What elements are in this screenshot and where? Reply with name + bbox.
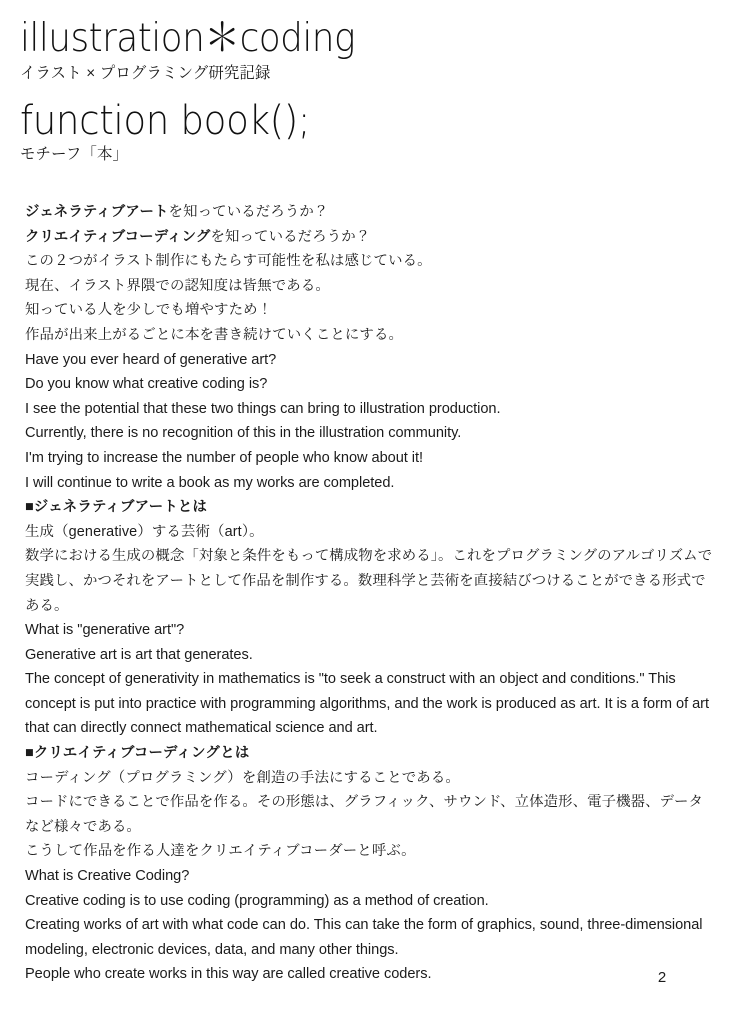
generative-en-paragraph: The concept of generativity in mathematics is "to seek a construct with an object and conditions." This concept is put into practice with programming algorithms, and the work is produced as art. It is a form of art that can directly connect mathematical science and art. xyxy=(25,671,709,737)
work-subtitle: モチーフ「本」 xyxy=(20,146,129,163)
intro-en-line-1: Have you ever heard of generative art? xyxy=(25,351,277,368)
creative-coding-jp-line-2: こうして作品を作る人達をクリエイティブコーダーと呼ぶ。 xyxy=(25,843,416,860)
intro-en-line-3: I see the potential that these two things can bring to illustration production. xyxy=(25,400,501,417)
intro-jp-line-1-term: ジェネラティブアート xyxy=(25,204,169,220)
intro-jp-line-1 xyxy=(25,200,713,225)
work-title: function book(); xyxy=(20,98,311,144)
intro-en-line-2: Do you know what creative coding is? xyxy=(25,376,268,393)
intro-jp-line-2-rest: を知っているだろうか？ xyxy=(210,228,371,245)
page-number: 2 xyxy=(657,969,667,986)
generative-en-line-2: Generative art is art that generates. xyxy=(25,646,253,663)
section-heading-generative-art: ■ジェネラティブアートとは xyxy=(25,499,208,516)
intro-jp-line-5: 知っている人を少しでも増やすため！ xyxy=(25,302,273,319)
intro-jp-line-2 xyxy=(25,225,713,250)
generative-jp-paragraph: 数学における生成の概念「対象と条件をもって構成物を求める」。これをプログラミングのアルゴリズムで実践し、かつそれをアートとして作品を制作する。数理科学と芸術を直接結びつけることができる形式である。 xyxy=(25,548,713,614)
intro-jp-line-6: 作品が出来上がるごとに本を書き続けていくことにする。 xyxy=(25,326,404,343)
creative-coding-en-paragraph: Creating works of art with what code can do. This can take the form of graphics, sound, three-dimensional modeling, electronic devices, data, and many other things. xyxy=(25,917,703,958)
creative-coding-jp-line-1: コーディング（プログラミング）を創造の手法にすることである。 xyxy=(25,769,460,786)
creative-coding-en-line-3: People who create works in this way are called creative coders. xyxy=(25,966,432,983)
intro-jp-line-4: 現在、イラスト界隈での認知度は皆無である。 xyxy=(25,277,330,294)
masthead xyxy=(20,16,710,165)
section-heading-creative-coding: ■クリエイティブコーディングとは xyxy=(25,745,250,762)
intro-jp-line-3: この２つがイラスト制作にもたらす可能性を私は感じている。 xyxy=(25,253,432,270)
generative-jp-line-1: 生成（generative）する芸術（art）。 xyxy=(25,523,264,540)
intro-en-line-5: I'm trying to increase the number of people who know about it! xyxy=(25,449,423,466)
body-copy xyxy=(25,200,713,987)
creative-coding-jp-paragraph: コードにできることで作品を作る。その形態は、グラフィック、サウンド、立体造形、電子機器、データなど様々である。 xyxy=(25,794,704,835)
brand-subtitle: イラスト × プログラミング研究記録 xyxy=(20,65,271,82)
creative-coding-en-line-2: Creative coding is to use coding (programming) as a method of creation. xyxy=(25,892,489,909)
intro-jp-line-2-term: クリエイティブコーディング xyxy=(25,228,211,245)
intro-en-line-4: Currently, there is no recognition of this in the illustration community. xyxy=(25,425,462,442)
creative-coding-en-line-1: What is Creative Coding? xyxy=(25,868,190,885)
brand-title: illustration＊coding xyxy=(20,16,355,61)
intro-jp-line-1-rest: を知っているだろうか？ xyxy=(168,204,329,220)
generative-en-line-1: What is "generative art"? xyxy=(25,622,185,639)
intro-en-line-6: I will continue to write a book as my works are completed. xyxy=(25,474,395,491)
